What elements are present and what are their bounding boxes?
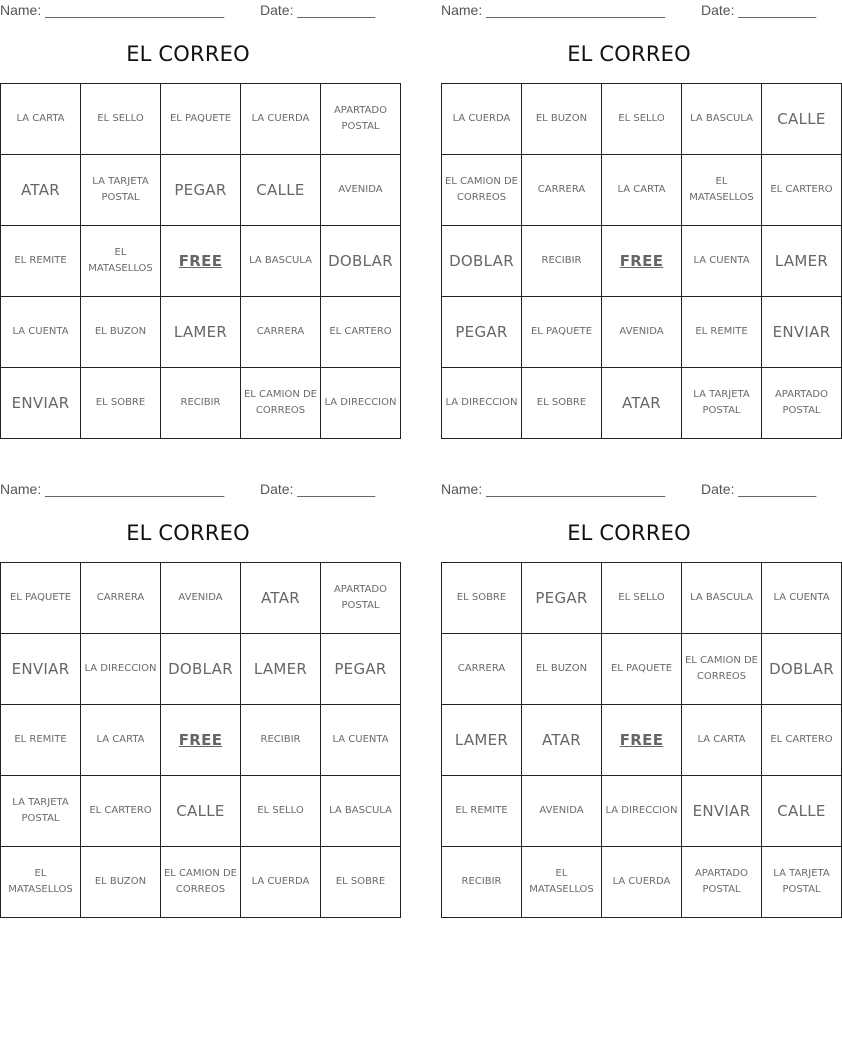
bingo-cell: LA TARJETA POSTAL xyxy=(762,847,842,918)
free-space: FREE xyxy=(602,705,682,776)
bingo-row xyxy=(1,84,401,155)
bingo-cell: PEGAR xyxy=(522,563,602,634)
bingo-cell: EL REMITE xyxy=(442,776,522,847)
bingo-cell: LA CUENTA xyxy=(1,297,81,368)
bingo-cell: LA TARJETA POSTAL xyxy=(81,155,161,226)
bingo-cell: CALLE xyxy=(241,155,321,226)
bingo-cell: DOBLAR xyxy=(762,634,842,705)
bingo-cell: EL CARTERO xyxy=(321,297,401,368)
bingo-cell: EL SOBRE xyxy=(442,563,522,634)
bingo-cell: CALLE xyxy=(161,776,241,847)
bingo-card xyxy=(441,0,833,432)
bingo-row xyxy=(1,776,401,847)
bingo-cell: EL CARTERO xyxy=(762,705,842,776)
bingo-cell: EL SOBRE xyxy=(81,368,161,439)
bingo-cell: EL CAMION DE CORREOS xyxy=(682,634,762,705)
bingo-cell: ENVIAR xyxy=(682,776,762,847)
bingo-cell: ENVIAR xyxy=(1,368,81,439)
bingo-cell: LAMER xyxy=(442,705,522,776)
name-date-line xyxy=(0,0,376,20)
name-field: Name: _______________________ xyxy=(0,2,225,18)
bingo-row xyxy=(442,368,842,439)
bingo-row xyxy=(442,634,842,705)
bingo-cell: APARTADO POSTAL xyxy=(682,847,762,918)
date-field: Date: __________ xyxy=(701,481,817,497)
bingo-cell: EL MATASELLOS xyxy=(81,226,161,297)
bingo-cell: ATAR xyxy=(602,368,682,439)
bingo-cell: AVENIDA xyxy=(161,563,241,634)
bingo-grid xyxy=(441,562,842,918)
bingo-cell: PEGAR xyxy=(161,155,241,226)
bingo-cell: PEGAR xyxy=(321,634,401,705)
bingo-cell: LA CUENTA xyxy=(321,705,401,776)
bingo-cell: EL MATASELLOS xyxy=(682,155,762,226)
bingo-cell: ATAR xyxy=(1,155,81,226)
bingo-cell: LA CUERDA xyxy=(241,84,321,155)
date-field: Date: __________ xyxy=(260,2,376,18)
bingo-row xyxy=(1,847,401,918)
bingo-cell: CARRERA xyxy=(241,297,321,368)
bingo-cell: EL SOBRE xyxy=(522,368,602,439)
bingo-cell: EL MATASELLOS xyxy=(522,847,602,918)
name-field: Name: _______________________ xyxy=(441,2,666,18)
date-field: Date: __________ xyxy=(260,481,376,497)
bingo-cell: PEGAR xyxy=(442,297,522,368)
bingo-cell: LA DIRECCION xyxy=(442,368,522,439)
bingo-card xyxy=(441,479,834,911)
bingo-cell: EL CAMION DE CORREOS xyxy=(442,155,522,226)
bingo-cell: EL PAQUETE xyxy=(161,84,241,155)
bingo-row xyxy=(1,634,401,705)
bingo-row xyxy=(1,705,401,776)
bingo-cell: LAMER xyxy=(762,226,842,297)
name-field: Name: _______________________ xyxy=(441,481,666,497)
bingo-cell: ATAR xyxy=(241,563,321,634)
bingo-cell: EL REMITE xyxy=(682,297,762,368)
bingo-cell: CARRERA xyxy=(442,634,522,705)
bingo-cell: LAMER xyxy=(241,634,321,705)
bingo-cell: LA BASCULA xyxy=(241,226,321,297)
bingo-cell: EL SELLO xyxy=(241,776,321,847)
bingo-cell: EL CAMION DE CORREOS xyxy=(161,847,241,918)
bingo-row xyxy=(1,297,401,368)
bingo-cell: EL BUZON xyxy=(81,297,161,368)
bingo-cell: LA CARTA xyxy=(1,84,81,155)
bingo-cell: LA CUENTA xyxy=(762,563,842,634)
bingo-cell: EL CARTERO xyxy=(81,776,161,847)
bingo-cell: LA DIRECCION xyxy=(81,634,161,705)
date-field: Date: __________ xyxy=(701,2,817,18)
bingo-grid xyxy=(0,562,401,918)
bingo-cell: LA CARTA xyxy=(682,705,762,776)
bingo-row xyxy=(442,84,842,155)
bingo-cell: ENVIAR xyxy=(1,634,81,705)
bingo-cell: RECIBIR xyxy=(161,368,241,439)
bingo-cell: LA CUENTA xyxy=(682,226,762,297)
bingo-grid xyxy=(0,83,401,439)
bingo-row xyxy=(1,368,401,439)
bingo-cell: EL SOBRE xyxy=(321,847,401,918)
bingo-cell: LA CUERDA xyxy=(442,84,522,155)
bingo-cell: APARTADO POSTAL xyxy=(762,368,842,439)
bingo-cell: LA BASCULA xyxy=(682,84,762,155)
bingo-row xyxy=(442,705,842,776)
bingo-cell: CARRERA xyxy=(522,155,602,226)
bingo-row xyxy=(442,155,842,226)
bingo-cell: EL CARTERO xyxy=(762,155,842,226)
card-title: EL CORREO xyxy=(126,521,250,545)
bingo-cell: LA CARTA xyxy=(602,155,682,226)
bingo-grid xyxy=(441,83,842,439)
name-date-line xyxy=(0,479,376,499)
bingo-cell: EL PAQUETE xyxy=(602,634,682,705)
card-title: EL CORREO xyxy=(567,521,691,545)
bingo-cell: DOBLAR xyxy=(161,634,241,705)
bingo-cell: LAMER xyxy=(161,297,241,368)
bingo-cell: EL REMITE xyxy=(1,226,81,297)
bingo-cell: EL BUZON xyxy=(81,847,161,918)
card-title: EL CORREO xyxy=(567,42,691,66)
bingo-cell: ENVIAR xyxy=(762,297,842,368)
bingo-cell: LA CUERDA xyxy=(241,847,321,918)
bingo-cell: EL BUZON xyxy=(522,634,602,705)
bingo-cell: EL SELLO xyxy=(602,563,682,634)
bingo-cell: LA TARJETA POSTAL xyxy=(1,776,81,847)
bingo-cell: ATAR xyxy=(522,705,602,776)
bingo-cell: AVENIDA xyxy=(321,155,401,226)
bingo-row xyxy=(442,297,842,368)
card-title: EL CORREO xyxy=(126,42,250,66)
free-space: FREE xyxy=(602,226,682,297)
bingo-cell: CALLE xyxy=(762,84,842,155)
bingo-cell: APARTADO POSTAL xyxy=(321,563,401,634)
bingo-cell: LA CARTA xyxy=(81,705,161,776)
bingo-cell: EL MATASELLOS xyxy=(1,847,81,918)
name-field: Name: _______________________ xyxy=(0,481,225,497)
bingo-cell: LA BASCULA xyxy=(321,776,401,847)
free-space: FREE xyxy=(161,226,241,297)
bingo-cell: AVENIDA xyxy=(602,297,682,368)
name-date-line xyxy=(441,479,817,499)
bingo-cell: AVENIDA xyxy=(522,776,602,847)
bingo-cell: LA DIRECCION xyxy=(321,368,401,439)
bingo-cell: EL REMITE xyxy=(1,705,81,776)
bingo-row xyxy=(442,847,842,918)
bingo-cell: LA CUERDA xyxy=(602,847,682,918)
bingo-row xyxy=(442,226,842,297)
bingo-card xyxy=(0,0,397,432)
name-date-line xyxy=(441,0,817,20)
bingo-cell: EL PAQUETE xyxy=(522,297,602,368)
bingo-cell: CALLE xyxy=(762,776,842,847)
bingo-cell: DOBLAR xyxy=(321,226,401,297)
bingo-cell: EL SELLO xyxy=(602,84,682,155)
bingo-cell: EL CAMION DE CORREOS xyxy=(241,368,321,439)
bingo-cell: APARTADO POSTAL xyxy=(321,84,401,155)
bingo-row xyxy=(1,563,401,634)
bingo-cell: DOBLAR xyxy=(442,226,522,297)
bingo-cell: RECIBIR xyxy=(442,847,522,918)
bingo-cell: EL PAQUETE xyxy=(1,563,81,634)
bingo-row xyxy=(442,563,842,634)
bingo-cell: EL BUZON xyxy=(522,84,602,155)
bingo-row xyxy=(1,226,401,297)
bingo-cell: LA TARJETA POSTAL xyxy=(682,368,762,439)
bingo-cell: RECIBIR xyxy=(522,226,602,297)
bingo-row xyxy=(1,155,401,226)
bingo-cell: LA BASCULA xyxy=(682,563,762,634)
free-space: FREE xyxy=(161,705,241,776)
bingo-cell: RECIBIR xyxy=(241,705,321,776)
bingo-cell: LA DIRECCION xyxy=(602,776,682,847)
bingo-cell: EL SELLO xyxy=(81,84,161,155)
bingo-cell: CARRERA xyxy=(81,563,161,634)
bingo-card xyxy=(0,479,392,911)
bingo-row xyxy=(442,776,842,847)
